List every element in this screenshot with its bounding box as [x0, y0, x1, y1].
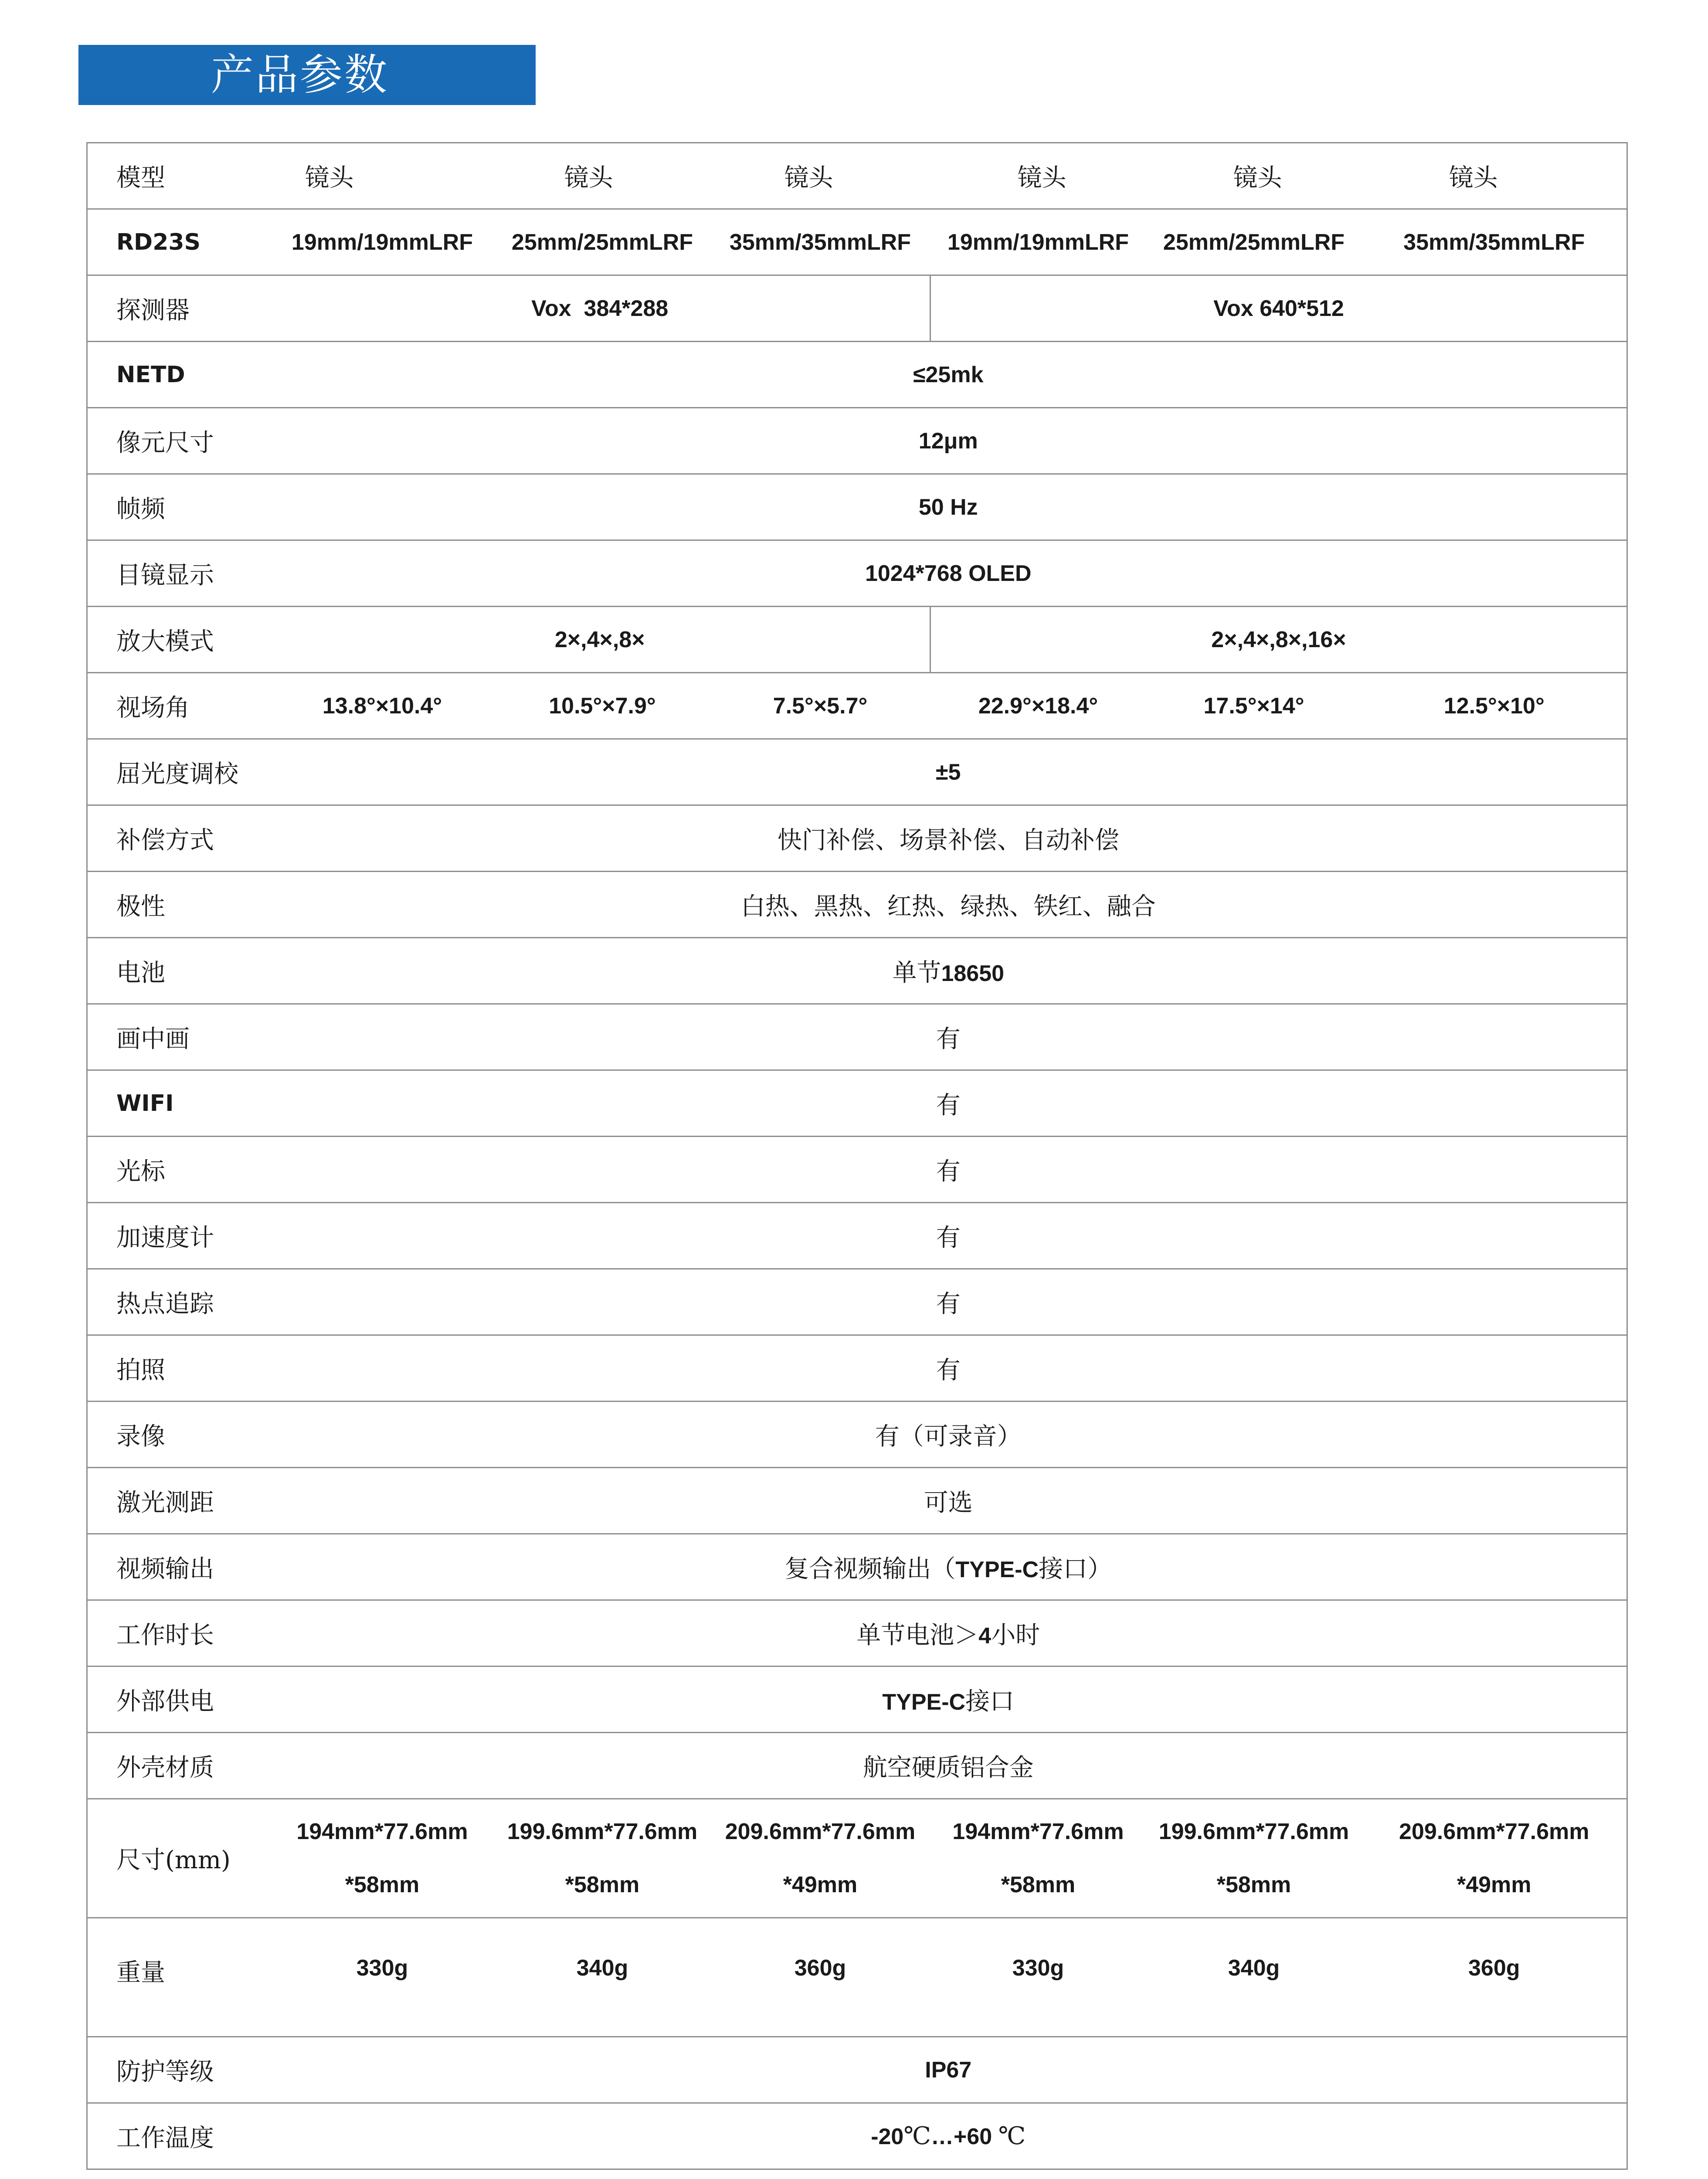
table-row-temperature	[87, 2103, 1627, 2169]
value-cell: IP67	[270, 2037, 1627, 2103]
weight-cell: 330g	[270, 1918, 495, 2037]
row-label: 模型	[87, 143, 270, 209]
value-cell	[270, 1666, 1627, 1733]
value-cell: 有	[270, 1269, 1627, 1335]
weight-cell: 360g	[1362, 1918, 1627, 2037]
value-cell: 有	[270, 1203, 1627, 1269]
size-line2: *58mm	[565, 1872, 640, 1897]
table-row-detector	[87, 275, 1627, 342]
table-row-rangefinder	[87, 1468, 1627, 1534]
row-label: 尺寸(mm)	[87, 1799, 270, 1918]
row-label: 重量	[87, 1918, 270, 2037]
table-row-weight	[87, 1918, 1627, 2037]
value-cell: 1024*768 OLED	[270, 540, 1627, 607]
size-line2: *49mm	[783, 1872, 858, 1897]
table-row-netd	[87, 342, 1627, 408]
table-row-eyepiece	[87, 540, 1627, 607]
value-cell: 有	[270, 1137, 1627, 1203]
battery-text: 单节	[892, 958, 941, 987]
lens-spec-cell: 35mm/35mmLRF	[1362, 209, 1627, 275]
size-cell	[270, 1799, 495, 1918]
value-cell	[270, 1600, 1627, 1666]
size-line2: *49mm	[1457, 1872, 1531, 1897]
row-label: 光标	[87, 1137, 270, 1203]
lens-cell: 镜头	[270, 143, 495, 209]
video-output-port: TYPE-C	[955, 1557, 1039, 1582]
value-cell: 50 Hz	[270, 474, 1627, 540]
table-row-housing	[87, 1733, 1627, 1799]
row-label: 工作时长	[87, 1600, 270, 1666]
table-row-framerate	[87, 474, 1627, 540]
weight-cell: 340g	[1146, 1918, 1362, 2037]
table-row-polarity	[87, 872, 1627, 938]
table-row-battery	[87, 938, 1627, 1004]
row-label: 视频输出	[87, 1534, 270, 1600]
size-cell	[495, 1799, 710, 1918]
row-label: 探测器	[87, 275, 270, 342]
fov-cell: 13.8°×10.4°	[270, 673, 495, 739]
fov-cell: 12.5°×10°	[1362, 673, 1627, 739]
lens-cell: 镜头	[495, 143, 710, 209]
temp-max: …+60	[931, 2124, 998, 2149]
size-line1: 209.6mm*77.6mm	[725, 1819, 916, 1844]
row-label: 激光测距	[87, 1468, 270, 1534]
fov-cell: 10.5°×7.9°	[495, 673, 710, 739]
value-cell: ±5	[270, 739, 1627, 805]
row-label: 热点追踪	[87, 1269, 270, 1335]
value-cell: 有	[270, 1335, 1627, 1402]
lens-spec-cell: 19mm/19mmLRF	[270, 209, 495, 275]
value-cell: 有	[270, 1004, 1627, 1070]
row-label: WIFI	[87, 1070, 270, 1137]
work-time-hours: 4	[978, 1623, 992, 1649]
video-output-text: 复合视频输出（	[784, 1554, 956, 1583]
table-row-power	[87, 1666, 1627, 1733]
table-row-hotspot	[87, 1269, 1627, 1335]
row-label: 像元尺寸	[87, 408, 270, 474]
fov-cell: 17.5°×14°	[1146, 673, 1362, 739]
value-cell: 有（可录音）	[270, 1402, 1627, 1468]
row-label: 防护等级	[87, 2037, 270, 2103]
weight-cell: 360g	[710, 1918, 930, 2037]
work-time-unit: 小时	[991, 1621, 1040, 1650]
table-row-video-output	[87, 1534, 1627, 1600]
value-cell	[270, 2103, 1627, 2169]
fov-cell: 22.9°×18.4°	[930, 673, 1146, 739]
battery-model: 18650	[941, 961, 1005, 986]
temp-unit: ℃	[998, 2122, 1026, 2150]
detector-640-cell: Vox 640*512	[930, 275, 1627, 342]
size-cell	[1146, 1799, 1362, 1918]
lens-cell: 镜头	[930, 143, 1146, 209]
size-line2: *58mm	[1216, 1872, 1291, 1897]
section-title-bar	[78, 45, 536, 105]
row-label: 视场角	[87, 673, 270, 739]
row-label: 录像	[87, 1402, 270, 1468]
row-label: 拍照	[87, 1335, 270, 1402]
table-row-pip	[87, 1004, 1627, 1070]
row-label: 外部供电	[87, 1666, 270, 1733]
row-label: 电池	[87, 938, 270, 1004]
size-cell	[1362, 1799, 1627, 1918]
lens-spec-cell: 19mm/19mmLRF	[930, 209, 1146, 275]
row-label: 外壳材质	[87, 1733, 270, 1799]
zoom-right-cell: 2×,4×,8×,16×	[930, 607, 1627, 673]
value-cell: 有	[270, 1070, 1627, 1137]
table-row-rd23s	[87, 209, 1627, 275]
temp-unit: ℃	[903, 2122, 931, 2150]
size-line1: 199.6mm*77.6mm	[1158, 1819, 1349, 1844]
table-row-accelerometer	[87, 1203, 1627, 1269]
size-line1: 194mm*77.6mm	[296, 1819, 468, 1844]
value-cell: ≤25mk	[270, 342, 1627, 408]
power-suffix: 接口	[965, 1687, 1015, 1716]
table-row-video	[87, 1402, 1627, 1468]
value-cell: 12μm	[270, 408, 1627, 474]
lens-spec-cell: 25mm/25mmLRF	[1146, 209, 1362, 275]
table-row-pixel	[87, 408, 1627, 474]
row-label: 帧频	[87, 474, 270, 540]
value-cell: 可选	[270, 1468, 1627, 1534]
row-label: 目镜显示	[87, 540, 270, 607]
spec-table	[86, 142, 1628, 2170]
table-row-photo	[87, 1335, 1627, 1402]
row-label: 补偿方式	[87, 805, 270, 872]
size-line1: 209.6mm*77.6mm	[1399, 1819, 1589, 1844]
lens-spec-cell: 35mm/35mmLRF	[710, 209, 930, 275]
table-row-size	[87, 1799, 1627, 1918]
table-row-model	[87, 143, 1627, 209]
size-line2: *58mm	[1001, 1872, 1076, 1897]
lens-cell: 镜头	[1362, 143, 1627, 209]
value-cell	[270, 938, 1627, 1004]
table-row-zoom	[87, 607, 1627, 673]
temp-min: -20	[871, 2124, 904, 2149]
row-label: 工作温度	[87, 2103, 270, 2169]
weight-cell: 340g	[495, 1918, 710, 2037]
fov-cell: 7.5°×5.7°	[710, 673, 930, 739]
size-line1: 199.6mm*77.6mm	[507, 1819, 698, 1844]
row-label: 加速度计	[87, 1203, 270, 1269]
weight-cell: 330g	[930, 1918, 1146, 2037]
size-cell	[930, 1799, 1146, 1918]
size-cell	[710, 1799, 930, 1918]
lens-spec-cell: 25mm/25mmLRF	[495, 209, 710, 275]
row-label: 画中画	[87, 1004, 270, 1070]
value-cell: 快门补偿、场景补偿、自动补偿	[270, 805, 1627, 872]
row-label: NETD	[87, 342, 270, 408]
table-row-diopter	[87, 739, 1627, 805]
size-line2: *58mm	[345, 1872, 420, 1897]
table-row-compensation	[87, 805, 1627, 872]
detector-384-cell: Vox 384*288	[270, 275, 930, 342]
row-label: 极性	[87, 872, 270, 938]
power-port: TYPE-C	[882, 1689, 966, 1715]
video-output-suffix: 接口）	[1039, 1554, 1112, 1583]
table-row-wifi	[87, 1070, 1627, 1137]
table-row-cursor	[87, 1137, 1627, 1203]
row-label: 放大模式	[87, 607, 270, 673]
lens-cell: 镜头	[710, 143, 930, 209]
row-label: RD23S	[87, 209, 270, 275]
value-cell: 白热、黑热、红热、绿热、铁红、融合	[270, 872, 1627, 938]
work-time-text: 单节电池＞	[856, 1621, 979, 1650]
value-cell: 航空硬质铝合金	[270, 1733, 1627, 1799]
table-row-ip-rating	[87, 2037, 1627, 2103]
lens-cell: 镜头	[1146, 143, 1362, 209]
table-row-work-time	[87, 1600, 1627, 1666]
value-cell	[270, 1534, 1627, 1600]
size-line1: 194mm*77.6mm	[952, 1819, 1124, 1844]
section-title: 产品参数	[211, 50, 389, 100]
zoom-left-cell: 2×,4×,8×	[270, 607, 930, 673]
row-label: 屈光度调校	[87, 739, 270, 805]
table-row-fov	[87, 673, 1627, 739]
